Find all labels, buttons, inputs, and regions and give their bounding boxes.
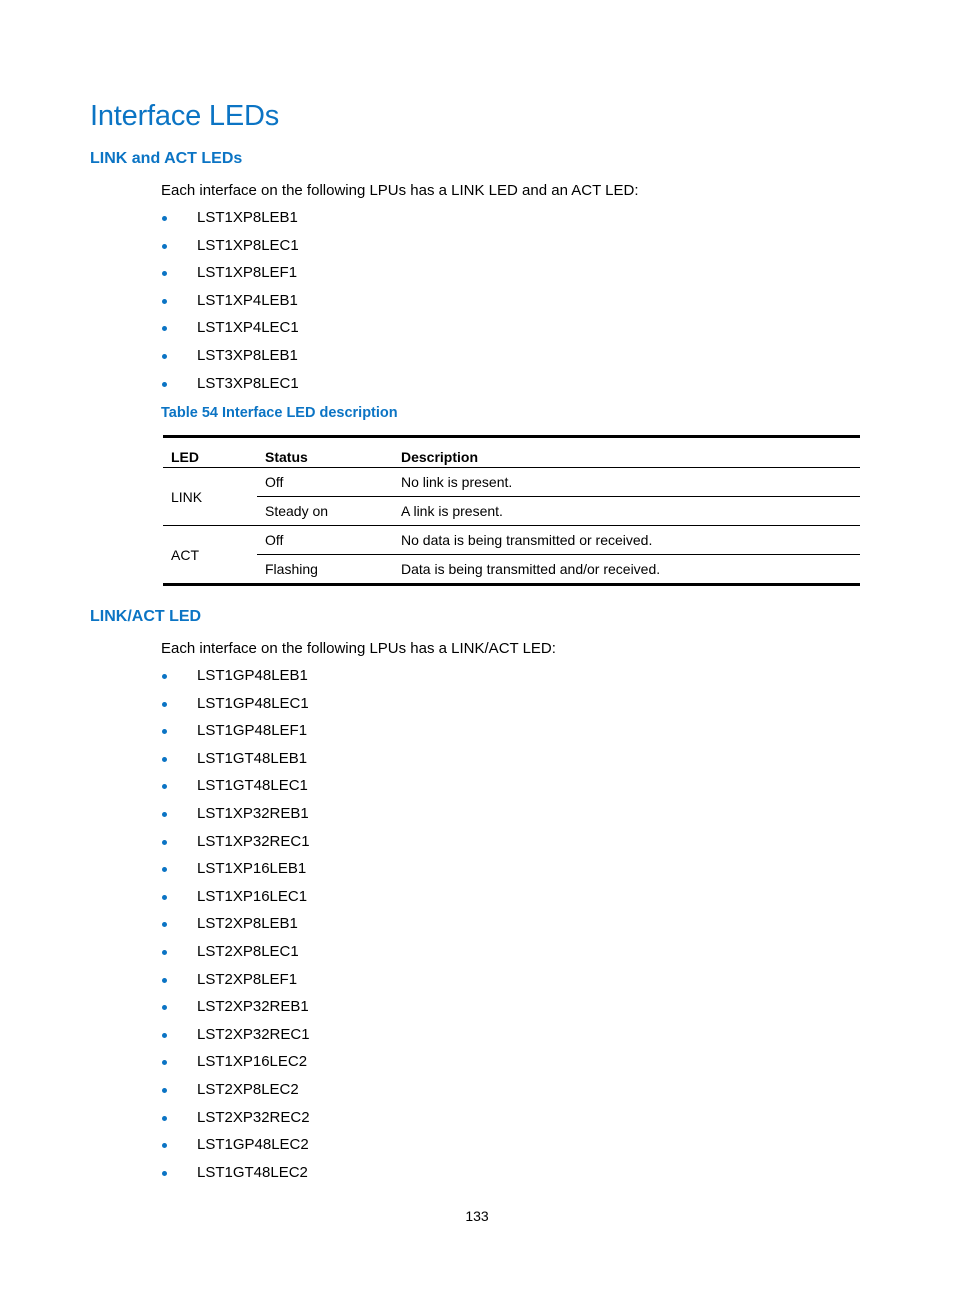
column-header-description: Description [393, 437, 860, 468]
bullet-icon [162, 867, 167, 872]
bullet-icon [162, 1116, 167, 1121]
column-header-status: Status [257, 437, 393, 468]
bullet-icon [162, 1033, 167, 1038]
bullet-icon [162, 729, 167, 734]
bullet-icon [162, 812, 167, 817]
page-number: 133 [465, 1208, 489, 1224]
bullet-icon [162, 978, 167, 983]
status-cell: Flashing [257, 555, 393, 585]
bullet-icon [162, 784, 167, 789]
bullet-icon [162, 216, 167, 221]
column-header-led: LED [163, 437, 257, 468]
led-cell-act: ACT [163, 526, 257, 585]
bullet-icon [162, 702, 167, 707]
bullet-icon [162, 271, 167, 276]
bullet-icon [162, 326, 167, 331]
table-row [163, 497, 860, 526]
status-cell: Off [257, 526, 393, 555]
bullet-icon [162, 1171, 167, 1176]
section1-intro: Each interface on the following LPUs has a LINK LED and an ACT LED: [161, 182, 639, 199]
bullet-icon [162, 840, 167, 845]
bullet-icon [162, 757, 167, 762]
bullet-icon [162, 950, 167, 955]
status-cell: Off [257, 468, 393, 497]
table-row [163, 555, 860, 585]
section-heading-link-act-led: LINK/ACT LED [90, 608, 202, 625]
bullet-icon [162, 922, 167, 927]
led-cell-link: LINK [163, 468, 257, 526]
table-row [163, 526, 860, 555]
interface-led-table [163, 435, 860, 586]
document-page: Interface LEDs LINK and ACT LEDs Each interface on the following LPUs has a LINK LED and an ACT LED: LST1XP8LEB1 LST1XP8LEC1 LST1XP8LEF1 LST1XP4LEB1 LST1XP4LEC1 LST3XP8LEB1 LST3XP8LEC1 Table 54 Interface LED description LED Status Description LINK Off No link is present. Steady on A link is present. ACT Off No data is being transmitted or received. Flashing Data is being transmitted and/or received. LINK/ACT LED Each interface on the following LPUs has a LINK/ACT LED: LST1GP48LEB1 LST1GP48LEC1 LST1GP48LEF1 LST1GT48LEB1 LST1GT48LEC1 LST1XP32REB1 LST1XP32REC1 LST1XP16LEB1 LST1XP16LEC1 LST2XP8LEB1 LST2XP8LEC1 LST2XP8LEF1 LST2XP32REB1 LST2XP32REC1 LST1XP16LEC2 LST2XP8LEC2 LST2XP32REC2 LST1GP48LEC2 LST1GT48LEC2 133 [0, 0, 954, 1296]
bullet-icon [162, 895, 167, 900]
section2-intro: Each interface on the following LPUs has a LINK/ACT LED: [161, 640, 556, 657]
table-row [163, 468, 860, 497]
description-cell: Data is being transmitted and/or received. [393, 555, 860, 585]
bullet-icon [162, 1005, 167, 1010]
section-heading-link-act-leds: LINK and ACT LEDs [90, 150, 243, 167]
table-header-row [163, 437, 860, 468]
bullet-icon [162, 299, 167, 304]
status-cell: Steady on [257, 497, 393, 526]
bullet-icon [162, 354, 167, 359]
bullet-icon [162, 1088, 167, 1093]
bullet-icon [162, 244, 167, 249]
description-cell: A link is present. [393, 497, 860, 526]
page-title: Interface LEDs [90, 100, 280, 132]
table-caption: Table 54 Interface LED description [161, 405, 398, 421]
bullet-icon [162, 674, 167, 679]
bullet-icon [162, 1060, 167, 1065]
bullet-icon [162, 1143, 167, 1148]
description-cell: No data is being transmitted or received. [393, 526, 860, 555]
bullet-icon [162, 382, 167, 387]
description-cell: No link is present. [393, 468, 860, 497]
